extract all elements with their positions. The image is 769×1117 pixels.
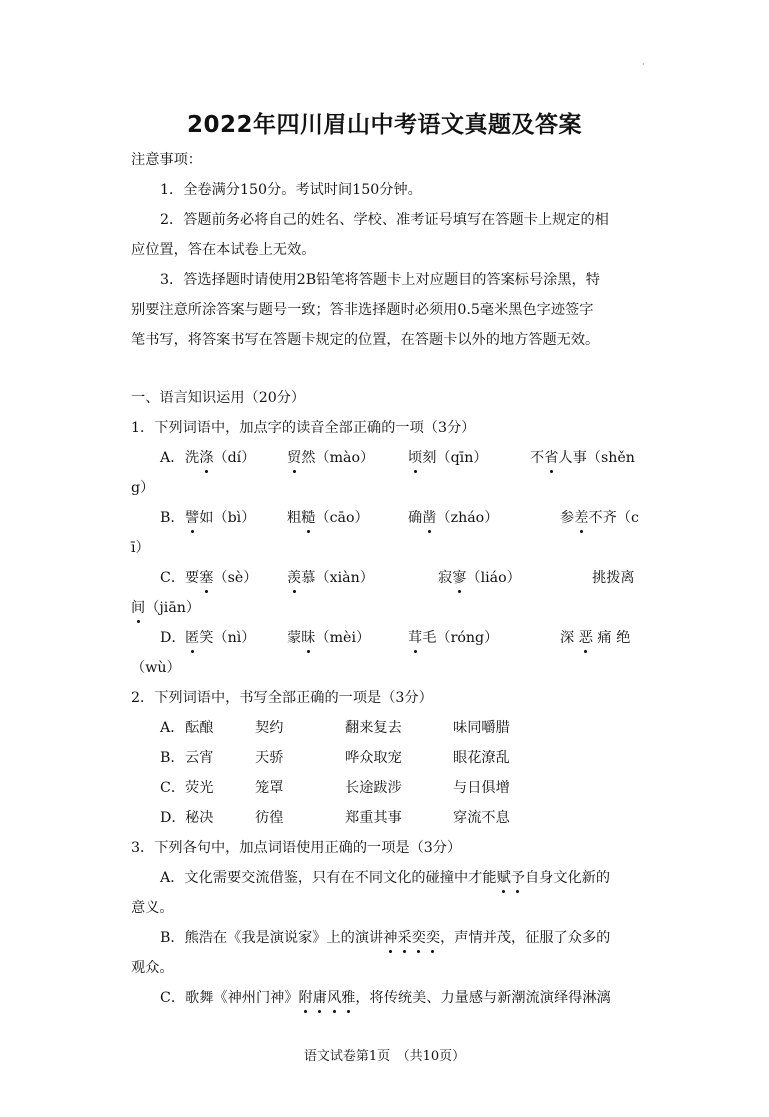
notice-item-1: 1．全卷满分150分。考试时间150分钟。 (160, 182, 422, 198)
q2-option-word: 与日俱增 (453, 780, 510, 796)
q1-c-word-3: 寂寥（liáo） (438, 570, 521, 586)
q3-option-b-line-1: B．熊浩在《我是演说家》上的演讲神采奕奕，声情并茂，征服了众多的 (160, 930, 611, 946)
q2-option-label: D． (160, 810, 186, 826)
corner-mark: · (642, 60, 645, 69)
q1-b-word-3: 确凿（zháo） (408, 510, 499, 526)
notice-item-3-line-2: 别要注意所涂答案与题号一致；答非选择题时必须用0.5毫米黑色字迹签字 (131, 302, 594, 318)
q2-option-word: 契约 (255, 720, 284, 736)
q1-c-word-1: 要塞（sè） (185, 570, 258, 586)
q2-option-word: 荧光 (185, 780, 214, 796)
q2-option-word: 翻来复去 (345, 720, 402, 736)
notice-item-2-line-1: 2．答题前务必将自己的姓名、学校、准考证号填写在答题卡上规定的相 (160, 212, 609, 228)
q3-option-b-line-2: 观众。 (131, 960, 174, 976)
q2-option-word: 长途跋涉 (345, 780, 402, 796)
q1-d-word-3: 茸毛（róng） (408, 630, 499, 646)
q1-b-word-1: 譬如（bì） (185, 510, 256, 526)
q2-option-word: 云宵 (185, 750, 214, 766)
q1-option-c: C． (160, 570, 186, 586)
q2-option-word: 眼花潦乱 (453, 750, 510, 766)
q1-option-a: A． (160, 450, 185, 466)
q2-option-word: 酝酿 (185, 720, 214, 736)
q1-a-word-1: 洗涤（dí） (185, 450, 256, 466)
q1-d-continuation: （wù） (131, 660, 181, 676)
page-footer: 语文试卷第1页 （共10页） (303, 1049, 466, 1064)
q3-b-emphasized-word: 神采奕奕 (383, 930, 441, 946)
q1-b-word-2: 粗糙（cāo） (287, 510, 369, 526)
q2-option-label: C． (160, 780, 186, 796)
question-2-stem: 2．下列词语中，书写全部正确的一项是（3分） (131, 690, 433, 706)
notice-item-3-line-1: 3．答选择题时请使用2B铅笔将答题卡上对应题目的答案标号涂黑，特 (160, 272, 600, 288)
q2-option-word: 天骄 (255, 750, 284, 766)
q1-c-word-4: 挑拨离 (592, 570, 635, 586)
notice-item-3-line-3: 笔书写，将答案书写在答题卡规定的位置，在答题卡以外的地方答题无效。 (131, 332, 600, 348)
q1-d-word-1: 匿笑（nì） (185, 630, 256, 646)
q1-b-word-4: 参差不齐（c (560, 510, 639, 526)
q1-d-word-2: 蒙昧（mèi） (287, 630, 371, 646)
notice-heading: 注意事项： (131, 152, 202, 168)
section-heading: 一、语言知识运用（20分） (131, 390, 306, 406)
question-1-stem: 1．下列词语中，加点字的读音全部正确的一项（3分） (131, 420, 476, 436)
q2-option-word: 穿流不息 (453, 810, 510, 826)
q1-a-continuation: g） (131, 480, 155, 496)
q1-a-word-2: 贸然（mào） (287, 450, 375, 466)
q3-a-emphasized-word: 赋予 (496, 870, 525, 886)
q2-option-word: 彷徨 (255, 810, 284, 826)
q2-option-word: 哗众取宠 (345, 750, 402, 766)
q2-option-word: 笼罩 (255, 780, 284, 796)
q1-c-word-2: 羡慕（xiàn） (287, 570, 374, 586)
q2-option-word: 郑重其事 (345, 810, 402, 826)
q1-option-b: B． (160, 510, 185, 526)
page-title: 2022年四川眉山中考语文真题及答案 (186, 112, 582, 138)
q3-option-a-line-2: 意义。 (131, 900, 174, 916)
q3-option-a-line-1: A．文化需要交流借鉴，只有在不同文化的碰撞中才能赋予自身文化新的 (160, 870, 611, 886)
q1-a-word-3: 顷刻（qīn） (408, 450, 488, 466)
q2-option-label: A． (160, 720, 185, 736)
q1-option-d: D． (160, 630, 186, 646)
q2-option-word: 味同嚼腊 (453, 720, 510, 736)
q1-c-continuation: 间（jiān） (131, 600, 201, 616)
q1-a-word-4: 不省人事（shěn (530, 450, 635, 466)
q2-option-label: B． (160, 750, 185, 766)
notice-item-2-line-2: 应位置，答在本试卷上无效。 (131, 242, 316, 258)
q3-c-emphasized-word: 附庸风雅 (298, 990, 356, 1006)
q1-b-continuation: ī） (131, 540, 150, 556)
q3-option-c-line-1: C．歌舞《神州门神》附庸风雅，将传统美、力量感与新潮流演绎得淋漓 (160, 990, 611, 1006)
q1-d-word-4: 深 恶 痛 绝 (560, 630, 631, 646)
q2-option-word: 秘决 (185, 810, 214, 826)
question-3-stem: 3．下列各句中，加点词语使用正确的一项是（3分） (131, 840, 462, 856)
